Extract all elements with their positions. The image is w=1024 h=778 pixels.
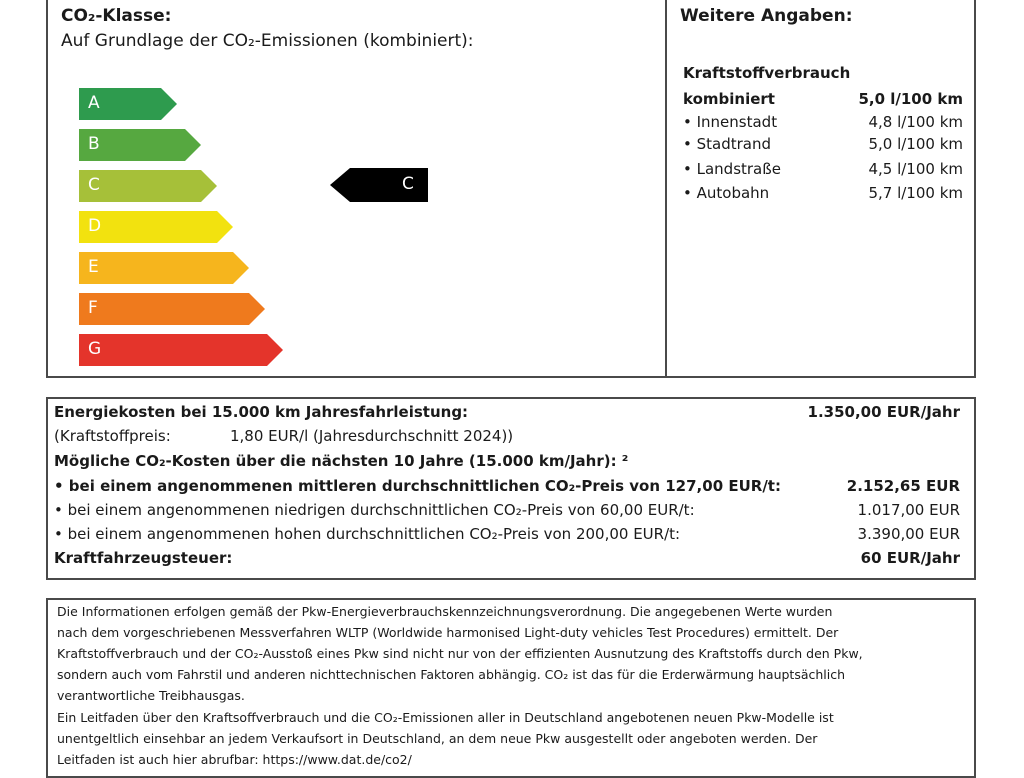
notice-line: Die Informationen erfolgen gemäß der Pkw-Energieverbrauchskennzeichnungsverordnung. Die angegebenen Werte wurden xyxy=(57,604,833,619)
notice-line: Leitfaden ist auch hier abrufbar: https://www.dat.de/co2/ xyxy=(57,752,412,767)
fuel-row-label: • Innenstadt xyxy=(683,113,778,131)
fuel-row-value: 5,0 l/100 km xyxy=(858,90,963,108)
notice-line: nach dem vorgeschriebenen Messverfahren WLTP (Worldwide harmonised Light-duty vehicles Test Procedures) ermittelt. Der xyxy=(57,625,839,640)
co2-class-bar-c xyxy=(79,170,217,202)
further-info-title: Weitere Angaben: xyxy=(680,6,853,26)
co2-class-subtitle: Auf Grundlage der CO₂-Emissionen (kombiniert): xyxy=(61,31,474,51)
co2-class-bar-label: E xyxy=(88,257,99,277)
current-class-label: C xyxy=(402,174,414,194)
fuel-price-row xyxy=(54,427,960,451)
fuel-row-combined xyxy=(683,90,963,112)
co2-class-arrow-shape xyxy=(79,293,265,325)
fuel-row-value: 5,0 l/100 km xyxy=(868,135,963,153)
co2-class-panel xyxy=(46,0,667,378)
co2-class-bar-e xyxy=(79,252,249,284)
co2-class-arrow-shape xyxy=(79,252,249,284)
co2-class-bar-label: A xyxy=(88,93,100,113)
notice-line: Kraftstoffverbrauch und der CO₂-Ausstoß eines Pkw sind nicht nur von der effizienten Ausnutzung des Kraftstoffs durch den Pkw, xyxy=(57,646,863,661)
fuel-row-label: kombiniert xyxy=(683,90,775,108)
fuel-row-label: • Autobahn xyxy=(683,184,770,202)
fuel-row-value: 4,5 l/100 km xyxy=(868,160,963,178)
scenario-value: 3.390,00 EUR xyxy=(857,525,960,543)
vehicle-tax-row xyxy=(54,549,960,573)
fuel-row-suburban xyxy=(683,135,963,157)
fuel-row-highway xyxy=(683,184,963,206)
further-info-panel xyxy=(665,0,976,378)
vehicle-tax-label: Kraftfahrzeugsteuer: xyxy=(54,549,233,567)
vehicle-tax-value: 60 EUR/Jahr xyxy=(860,549,960,567)
co2-class-bar-d xyxy=(79,211,233,243)
legal-notice-panel xyxy=(46,598,976,778)
scenario-label: • bei einem angenommenen mittleren durchschnittlichen CO₂-Preis von 127,00 EUR/t: xyxy=(54,477,781,495)
co2-class-bar-f xyxy=(79,293,265,325)
fuel-row-value: 5,7 l/100 km xyxy=(868,184,963,202)
co2-scenario-high xyxy=(54,525,960,549)
fuel-row-value: 4,8 l/100 km xyxy=(868,113,963,131)
scenario-value: 2.152,65 EUR xyxy=(846,477,960,495)
co2-scenario-medium xyxy=(54,477,960,501)
fuel-row-rural xyxy=(683,160,963,182)
co2-class-bar-label: C xyxy=(88,175,100,195)
current-class-indicator xyxy=(330,168,428,202)
co2-class-bar-b xyxy=(79,129,201,161)
costs-panel xyxy=(46,397,976,580)
notice-line: verantwortliche Treibhausgas. xyxy=(57,688,245,703)
co2-cost-heading: Mögliche CO₂-Kosten über die nächsten 10 Jahre (15.000 km/Jahr): ² xyxy=(54,452,629,470)
fuel-price-label: (Kraftstoffpreis: xyxy=(54,427,171,445)
notice-line: unentgeltlich einsehbar an jedem Verkaufsort in Deutschland, an dem neue Pkw ausgestellt oder angeboten werden. Der xyxy=(57,731,818,746)
co2-class-bar-label: D xyxy=(88,216,102,236)
energy-cost-label: Energiekosten bei 15.000 km Jahresfahrleistung: xyxy=(54,403,469,421)
fuel-row-label: • Stadtrand xyxy=(683,135,772,153)
co2-class-arrow-shape xyxy=(79,211,233,243)
co2-class-bar-g xyxy=(79,334,283,366)
energy-cost-row xyxy=(54,403,960,427)
co2-class-bar-label: B xyxy=(88,134,100,154)
co2-class-bar-label: G xyxy=(88,339,102,359)
co2-class-arrow-shape xyxy=(79,334,283,366)
co2-scenario-low xyxy=(54,501,960,525)
co2-class-title: CO₂-Klasse: xyxy=(61,6,172,26)
co2-class-bar-label: F xyxy=(88,298,98,318)
co2-cost-heading-row xyxy=(54,452,960,476)
co2-class-bar-a xyxy=(79,88,177,120)
energy-cost-value: 1.350,00 EUR/Jahr xyxy=(807,403,960,421)
fuel-consumption-heading: Kraftstoffverbrauch xyxy=(683,64,851,82)
notice-line: Ein Leitfaden über den Kraftsoffverbrauch und die CO₂-Emissionen aller in Deutschland angebotenen neuen Pkw-Modelle ist xyxy=(57,710,834,725)
fuel-row-label: • Landstraße xyxy=(683,160,781,178)
notice-line: sondern auch vom Fahrstil und anderen nichttechnischen Faktoren abhängig. CO₂ ist das für die Erderwärmung hauptsächlich xyxy=(57,667,846,682)
scenario-value: 1.017,00 EUR xyxy=(857,501,960,519)
fuel-row-city xyxy=(683,113,963,135)
scenario-label: • bei einem angenommenen niedrigen durchschnittlichen CO₂-Preis von 60,00 EUR/t: xyxy=(54,501,695,519)
scenario-label: • bei einem angenommenen hohen durchschnittlichen CO₂-Preis von 200,00 EUR/t: xyxy=(54,525,681,543)
fuel-price-value: 1,80 EUR/l (Jahresdurchschnitt 2024)) xyxy=(230,427,514,445)
